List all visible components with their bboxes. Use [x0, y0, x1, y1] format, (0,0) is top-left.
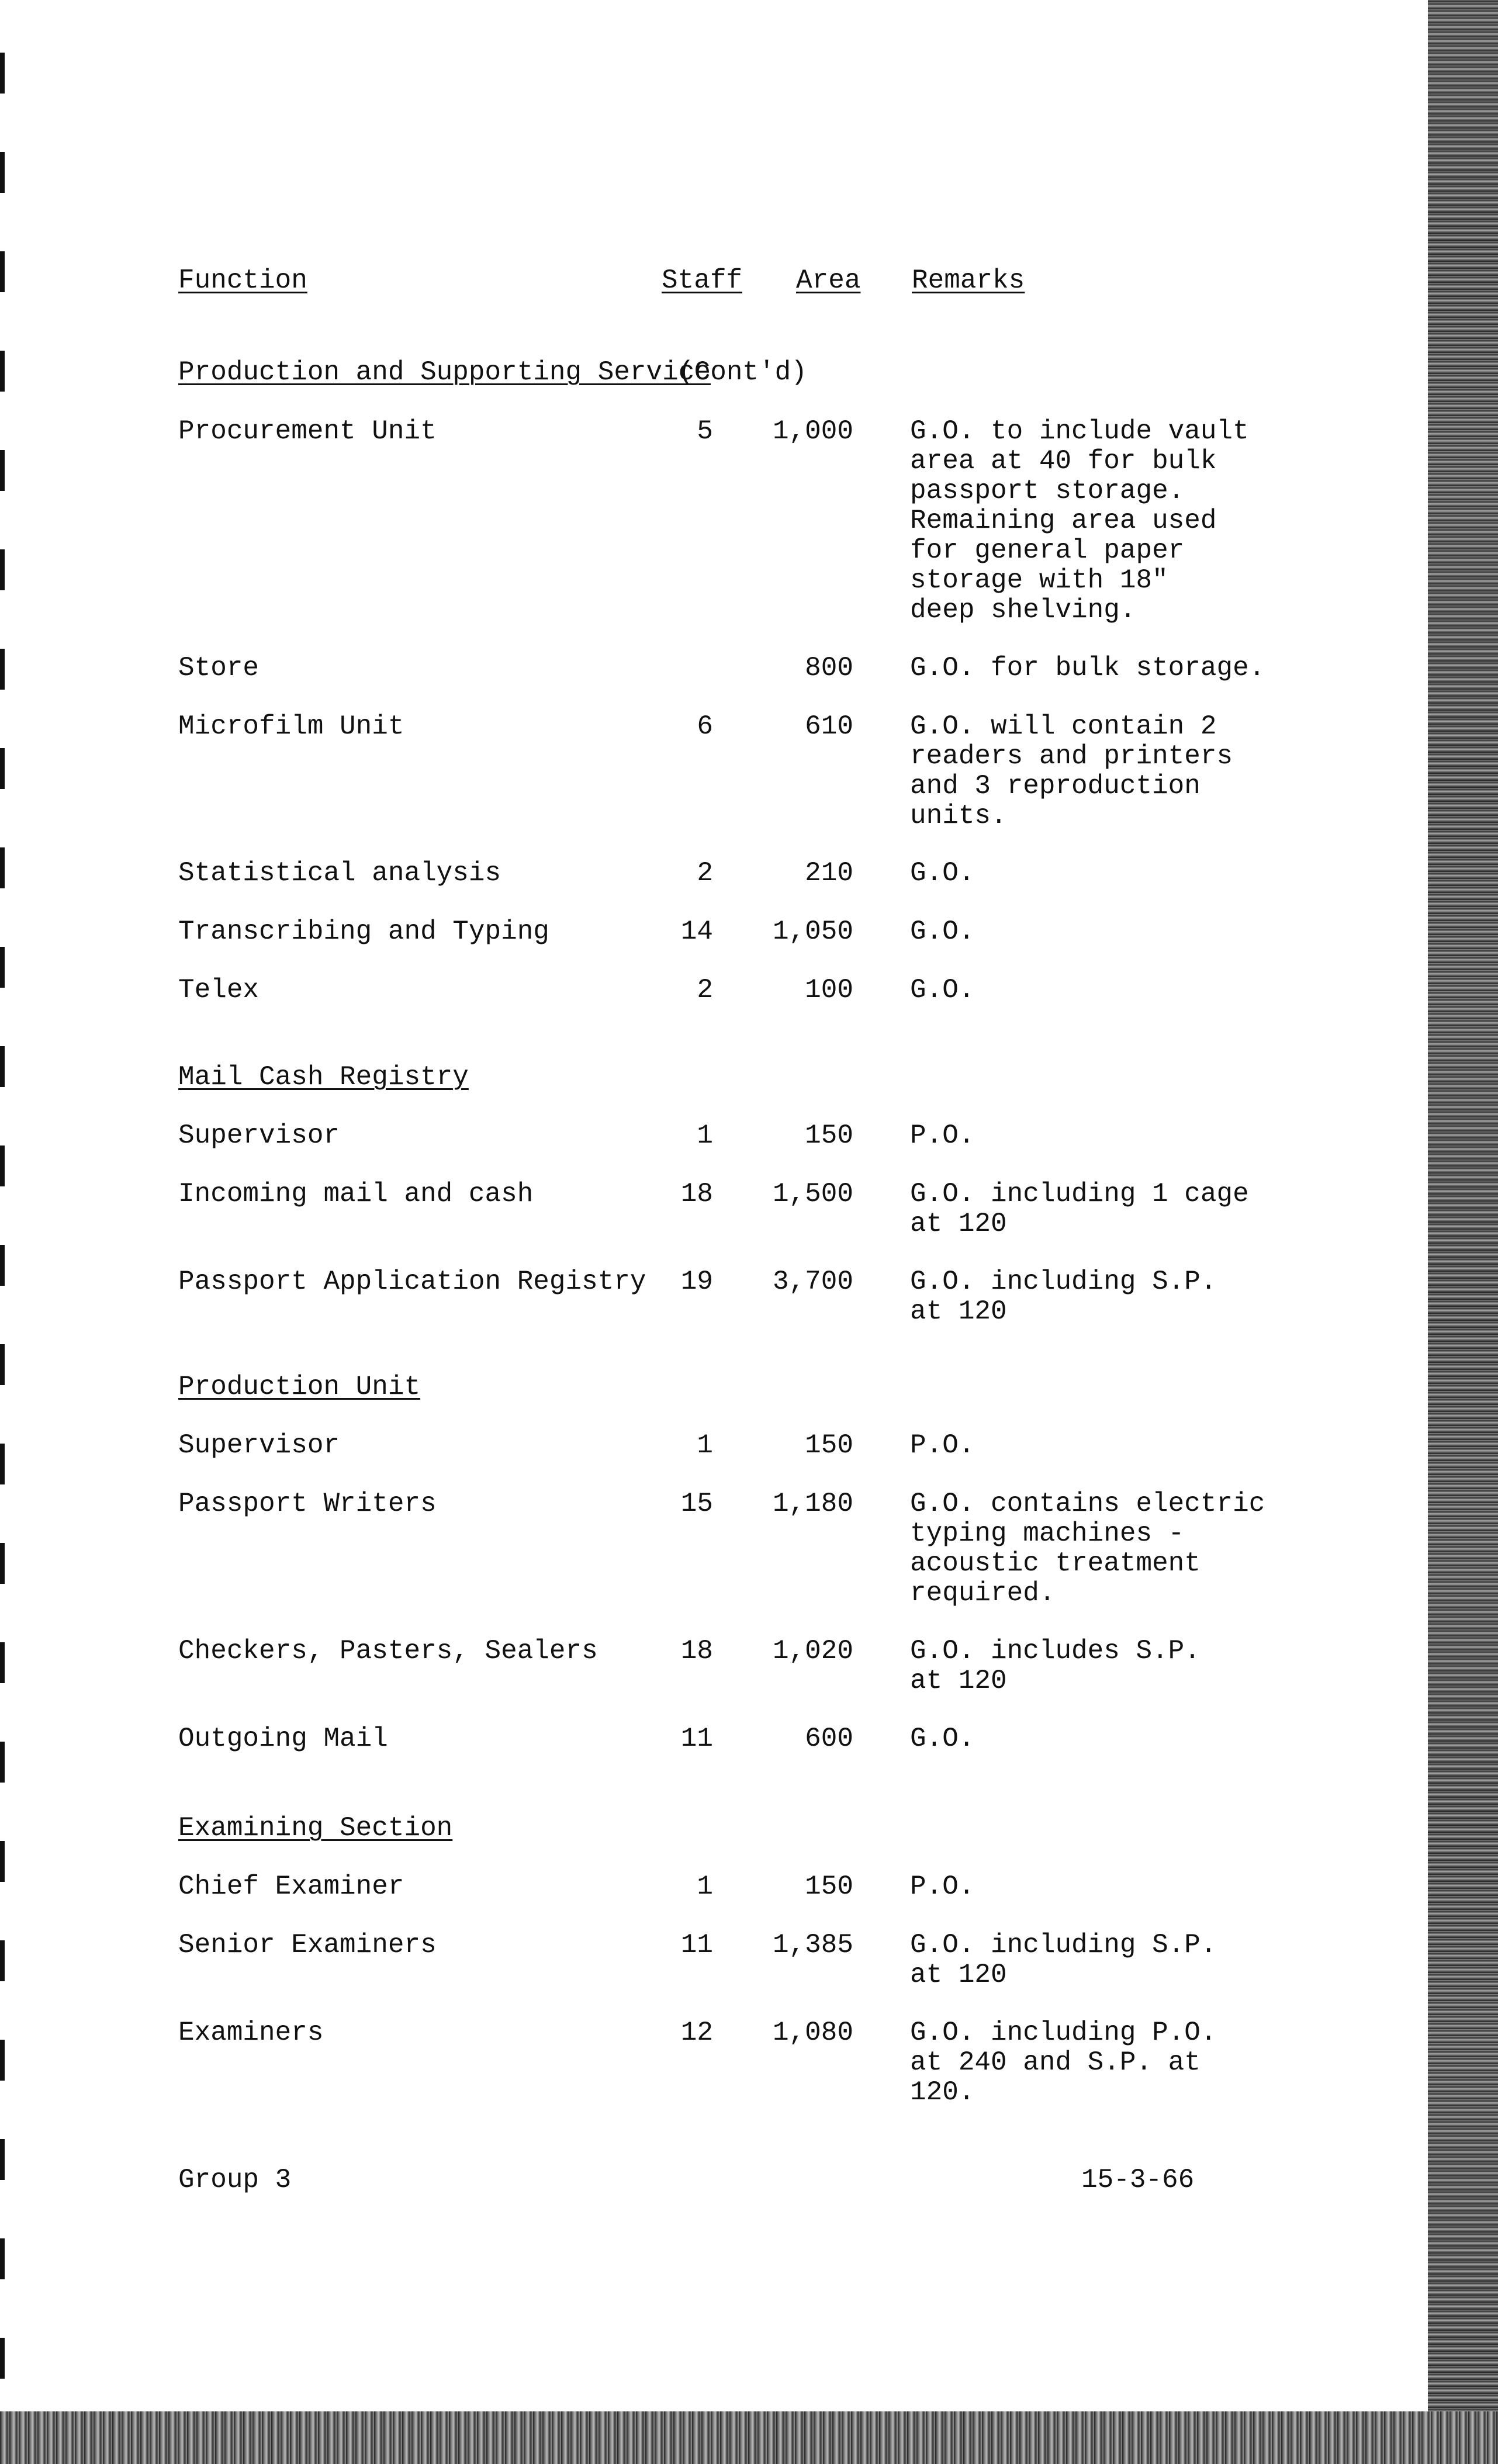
- row-area: 600: [805, 1724, 853, 1754]
- row-remarks-line: Remaining area used: [910, 506, 1217, 536]
- row-remarks-line: G.O. including S.P.: [910, 1266, 1217, 1297]
- margin-mark: [0, 152, 5, 193]
- row-area: 1,020: [772, 1636, 853, 1666]
- row-function: Supervisor: [178, 1430, 340, 1461]
- row-area: 1,180: [772, 1489, 853, 1519]
- row-remarks-line: G.O. including 1 cage: [910, 1179, 1249, 1209]
- row-area: 1,050: [772, 916, 853, 947]
- row-remarks-line: P.O.: [910, 1430, 975, 1461]
- row-staff: 1: [697, 1430, 713, 1461]
- footer-group: Group 3: [178, 2165, 292, 2195]
- row-area: 1,385: [772, 1930, 853, 1960]
- row-function: Passport Writers: [178, 1489, 437, 1519]
- margin-mark: [0, 549, 5, 590]
- row-staff: 19: [680, 1266, 713, 1297]
- row-area: 210: [805, 858, 853, 888]
- margin-mark: [0, 649, 5, 690]
- row-function: Store: [178, 653, 260, 683]
- row-remarks-line: storage with 18": [910, 565, 1168, 596]
- margin-mark: [0, 251, 5, 292]
- margin-mark: [0, 947, 5, 988]
- row-remarks-line: passport storage.: [910, 476, 1185, 506]
- row-area: 100: [805, 975, 853, 1005]
- row-remarks-line: 120.: [910, 2077, 975, 2107]
- row-remarks-line: and 3 reproduction: [910, 771, 1201, 801]
- row-function: Procurement Unit: [178, 416, 437, 447]
- row-remarks-line: area at 40 for bulk: [910, 446, 1217, 476]
- header-function: Function: [178, 265, 307, 296]
- margin-mark: [0, 1146, 5, 1186]
- row-area: 3,700: [772, 1266, 853, 1297]
- margin-mark: [0, 1940, 5, 1981]
- footer-date: 15-3-66: [1081, 2165, 1195, 2195]
- margin-mark: [0, 2338, 5, 2379]
- margin-mark: [0, 2139, 5, 2180]
- row-function: Checkers, Pasters, Sealers: [178, 1636, 598, 1666]
- row-remarks-line: for general paper: [910, 535, 1185, 566]
- margin-mark: [0, 1046, 5, 1087]
- row-staff: 15: [680, 1489, 713, 1519]
- row-remarks-line: G.O. including P.O.: [910, 2017, 1217, 2048]
- row-area: 610: [805, 711, 853, 742]
- row-staff: 5: [697, 416, 713, 447]
- scan-edge-bottom: [0, 2411, 1498, 2464]
- row-function: Telex: [178, 975, 260, 1005]
- margin-mark: [0, 1245, 5, 1286]
- row-function: Senior Examiners: [178, 1930, 437, 1960]
- row-remarks-line: G.O.: [910, 1724, 975, 1754]
- row-remarks-line: at 120: [910, 1209, 1007, 1239]
- row-remarks-line: readers and printers: [910, 741, 1233, 771]
- row-function: Microfilm Unit: [178, 711, 404, 742]
- section-title-mail: Mail Cash Registry: [178, 1062, 469, 1092]
- row-function: Statistical analysis: [178, 858, 501, 888]
- row-area: 150: [805, 1871, 853, 1902]
- margin-mark: [0, 1841, 5, 1882]
- row-staff: 2: [697, 975, 713, 1005]
- header-remarks: Remarks: [912, 265, 1025, 296]
- row-staff: 2: [697, 858, 713, 888]
- row-staff: 1: [697, 1871, 713, 1902]
- row-remarks-line: P.O.: [910, 1871, 975, 1902]
- row-function: Passport Application Registry: [178, 1266, 646, 1297]
- row-function: Incoming mail and cash: [178, 1179, 534, 1209]
- row-remarks-line: P.O.: [910, 1120, 975, 1151]
- section-title-examining: Examining Section: [178, 1813, 453, 1843]
- row-staff: 18: [680, 1636, 713, 1666]
- row-function: Supervisor: [178, 1120, 340, 1151]
- row-function: Outgoing Mail: [178, 1724, 388, 1754]
- margin-mark: [0, 351, 5, 392]
- section-title-production-unit: Production Unit: [178, 1372, 421, 1402]
- row-area: 150: [805, 1120, 853, 1151]
- row-remarks-line: G.O. includes S.P.: [910, 1636, 1201, 1666]
- section-title-production: Production and Supporting Service: [178, 357, 711, 387]
- row-remarks-line: G.O.: [910, 858, 975, 888]
- row-area: 150: [805, 1430, 853, 1461]
- row-remarks-line: at 120: [910, 1296, 1007, 1327]
- row-remarks-line: acoustic treatment: [910, 1548, 1201, 1579]
- row-remarks-line: deep shelving.: [910, 595, 1136, 625]
- margin-mark: [0, 450, 5, 491]
- row-staff: 14: [680, 916, 713, 947]
- row-staff: 11: [680, 1724, 713, 1754]
- row-function: Transcribing and Typing: [178, 916, 549, 947]
- row-remarks-line: G.O. including S.P.: [910, 1930, 1217, 1960]
- row-area: 1,500: [772, 1179, 853, 1209]
- header-area: Area: [796, 265, 861, 296]
- margin-mark: [0, 1444, 5, 1484]
- row-area: 800: [805, 653, 853, 683]
- row-staff: 18: [680, 1179, 713, 1209]
- row-area: 1,080: [772, 2017, 853, 2048]
- header-staff: Staff: [662, 265, 743, 296]
- row-remarks-line: at 240 and S.P. at: [910, 2047, 1201, 2078]
- row-remarks-line: G.O. to include vault: [910, 416, 1249, 447]
- row-staff: 1: [697, 1120, 713, 1151]
- row-remarks-line: at 120: [910, 1960, 1007, 1990]
- row-area: 1,000: [772, 416, 853, 447]
- row-remarks-line: G.O.: [910, 975, 975, 1005]
- row-remarks-line: G.O. contains electric: [910, 1489, 1265, 1519]
- row-function: Examiners: [178, 2017, 324, 2048]
- margin-mark: [0, 53, 5, 94]
- margin-mark: [0, 1742, 5, 1783]
- row-staff: 11: [680, 1930, 713, 1960]
- scan-edge-right: [1428, 0, 1498, 2464]
- row-remarks-line: G.O.: [910, 916, 975, 947]
- margin-mark: [0, 748, 5, 789]
- margin-mark: [0, 2040, 5, 2081]
- row-remarks-line: G.O. for bulk storage.: [910, 653, 1265, 683]
- margin-mark: [0, 1642, 5, 1683]
- row-remarks-line: required.: [910, 1578, 1056, 1608]
- section-title-suffix: (Cont'd): [678, 357, 807, 387]
- row-staff: 6: [697, 711, 713, 742]
- row-remarks-line: G.O. will contain 2: [910, 711, 1217, 742]
- margin-mark: [0, 1344, 5, 1385]
- row-function: Chief Examiner: [178, 1871, 404, 1902]
- row-remarks-line: units.: [910, 801, 1007, 831]
- row-remarks-line: typing machines -: [910, 1518, 1185, 1549]
- margin-mark: [0, 1543, 5, 1584]
- margin-mark: [0, 847, 5, 888]
- row-remarks-line: at 120: [910, 1666, 1007, 1696]
- margin-mark: [0, 2238, 5, 2279]
- row-staff: 12: [680, 2017, 713, 2048]
